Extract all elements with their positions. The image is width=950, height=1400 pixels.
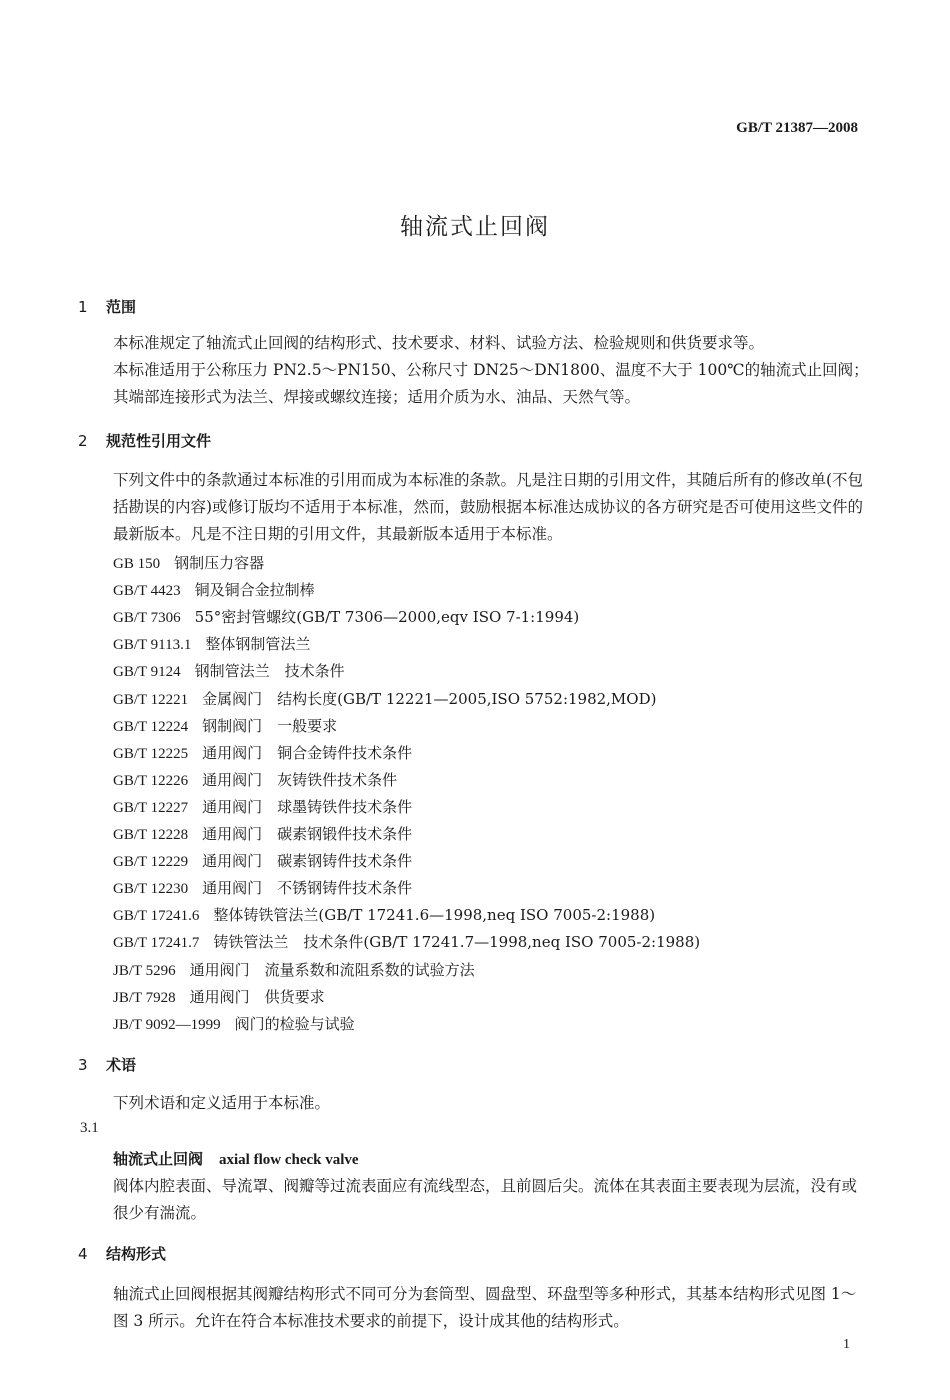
- section-1-paragraph-1: 本标准规定了轴流式止回阀的结构形式、技术要求、材料、试验方法、检验规则和供货要求等。: [113, 334, 765, 352]
- section-2-heading: [78, 430, 211, 451]
- reference-code: GB/T 12221: [113, 691, 189, 708]
- reference-item: [113, 931, 700, 952]
- reference-title: 金属阀门 结构长度(GB/T 12221—2005,ISO 5752:1982,MOD): [202, 689, 657, 708]
- section-4-paragraph-1: 轴流式止回阀根据其阀瓣结构形式不同可分为套筒型、圆盘型、环盘型等多种形式，其基本结构形式见图 1～图 3 所示。允许在符合本标准技术要求的前提下，设计成其他的结构形式。: [113, 1285, 857, 1330]
- reference-title: 通用阀门 碳素钢铸件技术条件: [202, 852, 413, 871]
- reference-item: [113, 769, 397, 790]
- reference-item: [113, 633, 310, 654]
- section-number: 2: [78, 432, 88, 450]
- section-1-heading: [78, 296, 136, 317]
- term-heading: [113, 1148, 359, 1169]
- reference-title: 整体钢制管法兰: [205, 635, 311, 654]
- reference-title: 钢制压力容器: [174, 554, 265, 572]
- standard-code: GB/T 21387—2008: [736, 120, 858, 136]
- reference-code: GB/T 17241.6: [113, 908, 200, 925]
- reference-code: JB/T 9092—1999: [113, 1016, 221, 1033]
- reference-item: [113, 904, 655, 925]
- reference-title: 钢制管法兰 技术条件: [194, 662, 345, 681]
- reference-title: 通用阀门 铜合金铸件技术条件: [202, 743, 413, 762]
- reference-code: GB/T 9124: [113, 664, 181, 681]
- reference-code: GB 150: [113, 556, 161, 572]
- reference-code: GB/T 12226: [113, 772, 189, 789]
- reference-code: GB/T 17241.7: [113, 935, 200, 952]
- section-title: 规范性引用文件: [106, 432, 212, 450]
- section-4-heading: [78, 1243, 166, 1264]
- reference-title: 通用阀门 灰铸铁件技术条件: [202, 770, 398, 789]
- section-number: 3: [78, 1056, 88, 1074]
- reference-item: [113, 986, 325, 1007]
- reference-code: GB/T 7306: [113, 610, 181, 627]
- reference-code: GB/T 12228: [113, 827, 189, 843]
- reference-title: 铸铁管法兰 技术条件(GB/T 17241.7—1998,neq ISO 7005-2:1988): [213, 933, 701, 952]
- reference-code: GB/T 4423: [113, 583, 181, 600]
- reference-item: [113, 823, 412, 844]
- reference-item: [113, 715, 337, 736]
- section-3-heading: [78, 1054, 136, 1075]
- term-chinese: 轴流式止回阀: [113, 1150, 204, 1168]
- section-title: 术语: [106, 1056, 137, 1074]
- reference-code: GB/T 12224: [113, 718, 189, 735]
- reference-title: 铜及铜合金拉制棒: [194, 581, 315, 600]
- reference-title: 通用阀门 流量系数和流阻系数的试验方法: [189, 960, 475, 979]
- reference-title: 阀门的检验与试验: [234, 1014, 355, 1033]
- reference-item: [113, 1013, 355, 1034]
- reference-code: JB/T 5296: [113, 962, 176, 979]
- reference-item: [113, 552, 264, 573]
- reference-item: [113, 742, 412, 763]
- section-number: 1: [78, 298, 88, 316]
- reference-code: GB/T 12230: [113, 881, 189, 898]
- reference-title: 55°密封管螺纹(GB/T 7306—2000,eqv ISO 7-1:1994): [194, 608, 580, 627]
- section-1-paragraph-2: 本标准适用于公称压力 PN2.5～PN150、公称尺寸 DN25～DN1800、温度不大于 100℃的轴流式止回阀；其端部连接形式为法兰、焊接或螺纹连接；适用介质为水、油品、天然气等。: [113, 361, 869, 406]
- reference-code: GB/T 12229: [113, 854, 189, 871]
- section-number: 4: [78, 1245, 88, 1263]
- document-title: 轴流式止回阀: [400, 214, 550, 240]
- reference-title: 通用阀门 不锈钢铸件技术条件: [202, 879, 413, 898]
- reference-item: [113, 850, 412, 871]
- reference-title: 通用阀门 碳素钢锻件技术条件: [202, 825, 413, 843]
- reference-item: [113, 660, 345, 681]
- section-2-intro: 下列文件中的条款通过本标准的引用而成为本标准的条款。凡是注日期的引用文件，其随后所有的修改单(不包括勘误的内容)或修订版均不适用于本标准，然而，鼓励根据本标准达成协议的各方研究是否可使用这些文件的最新版本。凡是不注日期的引用文件，其最新版本适用于本标准。: [113, 471, 864, 543]
- term-definition: 阀体内腔表面、导流罩、阀瓣等过流表面应有流线型态，且前圆后尖。流体在其表面主要表现为层流，没有或很少有湍流。: [113, 1177, 858, 1222]
- term-english: axial flow check valve: [219, 1152, 359, 1168]
- reference-item: [113, 579, 315, 600]
- subsection-number: 3.1: [80, 1120, 99, 1136]
- reference-code: GB/T 9113.1: [113, 637, 192, 654]
- section-title: 范围: [106, 298, 137, 316]
- section-title: 结构形式: [106, 1245, 167, 1263]
- reference-title: 钢制阀门 一般要求: [202, 716, 338, 735]
- reference-title: 整体铸铁管法兰(GB/T 17241.6—1998,neq ISO 7005-2:1988): [213, 906, 656, 925]
- reference-item: [113, 877, 412, 898]
- section-3-intro: 下列术语和定义适用于本标准。: [113, 1094, 331, 1112]
- reference-code: JB/T 7928: [113, 989, 176, 1006]
- reference-item: [113, 959, 475, 980]
- reference-code: GB/T 12225: [113, 745, 189, 762]
- reference-title: 通用阀门 球墨铸铁件技术条件: [202, 797, 413, 816]
- reference-item: [113, 606, 579, 627]
- reference-code: GB/T 12227: [113, 799, 189, 816]
- reference-title: 通用阀门 供货要求: [189, 987, 325, 1006]
- reference-item: [113, 688, 656, 709]
- page-number: 1: [843, 1337, 850, 1352]
- reference-item: [113, 796, 412, 817]
